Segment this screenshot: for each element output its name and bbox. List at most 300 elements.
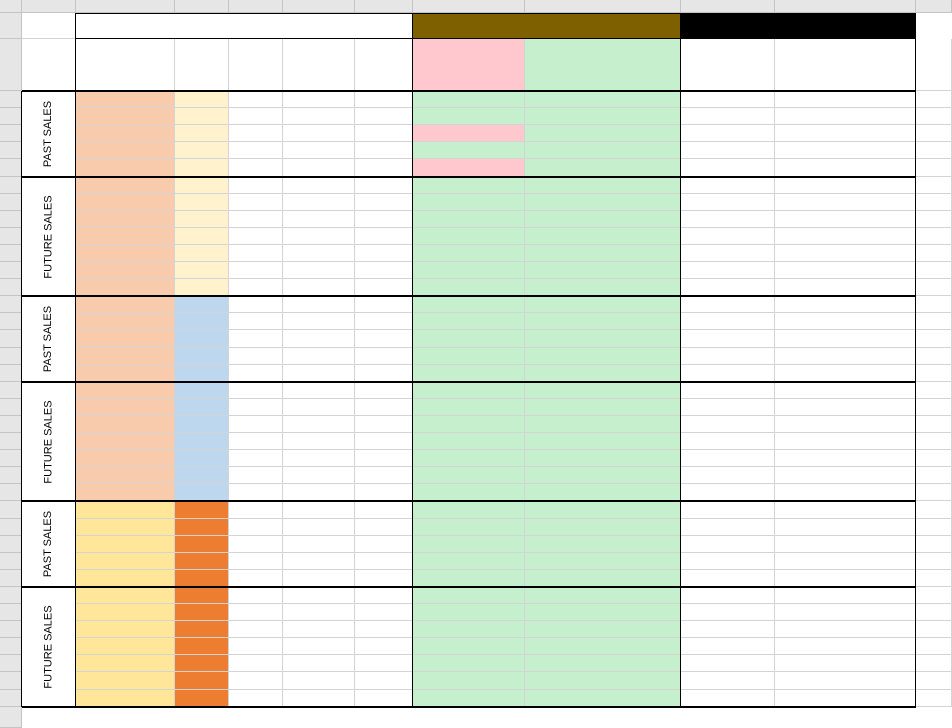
concat-cell[interactable]: [775, 365, 916, 382]
sumif-cell[interactable]: [681, 262, 775, 279]
header-customer-name[interactable]: [76, 39, 175, 91]
cell-K[interactable]: [916, 211, 952, 228]
concat-cell[interactable]: [775, 313, 916, 330]
sku-cell[interactable]: [175, 91, 229, 108]
exfactory-cell[interactable]: [283, 142, 355, 159]
exfactory-cell[interactable]: [283, 108, 355, 125]
forecast-actual-cell[interactable]: [413, 296, 525, 313]
row-header[interactable]: [0, 108, 22, 125]
concat-cell[interactable]: [775, 91, 916, 108]
sumif-cell[interactable]: [681, 142, 775, 159]
month-cell[interactable]: [229, 348, 283, 365]
cell-K[interactable]: [916, 296, 952, 313]
forecast-actual-cell[interactable]: [413, 142, 525, 159]
concat-cell[interactable]: [775, 638, 916, 655]
row-header[interactable]: [0, 484, 22, 501]
column-header-b[interactable]: [76, 0, 175, 13]
month-cell[interactable]: [229, 91, 283, 108]
forecast-cell[interactable]: [355, 245, 413, 262]
concat-cell[interactable]: [775, 382, 916, 399]
concat-cell[interactable]: [775, 279, 916, 296]
forecast-actual-cell[interactable]: [413, 570, 525, 587]
forecast-cell[interactable]: [355, 621, 413, 638]
section-label[interactable]: [22, 91, 76, 177]
forecast-actual-correct-cell[interactable]: [525, 382, 681, 399]
row-header[interactable]: [0, 433, 22, 450]
select-all-corner[interactable]: [0, 0, 22, 13]
exfactory-cell[interactable]: [283, 553, 355, 570]
header-forecast[interactable]: [355, 39, 413, 91]
concat-cell[interactable]: [775, 690, 916, 707]
forecast-cell[interactable]: [355, 177, 413, 194]
sku-cell[interactable]: [175, 330, 229, 348]
sumif-cell[interactable]: [681, 91, 775, 108]
forecast-actual-correct-cell[interactable]: [525, 484, 681, 501]
cell-K[interactable]: [916, 467, 952, 484]
concat-cell[interactable]: [775, 416, 916, 433]
concat-cell[interactable]: [775, 501, 916, 519]
cell-K[interactable]: [916, 638, 952, 655]
customer-cell[interactable]: [76, 279, 175, 296]
forecast-actual-cell[interactable]: [413, 501, 525, 519]
column-header-i[interactable]: [681, 0, 775, 13]
sumif-cell[interactable]: [681, 604, 775, 621]
month-cell[interactable]: [229, 330, 283, 348]
forecast-actual-cell[interactable]: [413, 330, 525, 348]
forecast-actual-correct-cell[interactable]: [525, 621, 681, 638]
column-header-g[interactable]: [413, 0, 525, 13]
sumif-cell[interactable]: [681, 655, 775, 672]
concat-cell[interactable]: [775, 330, 916, 348]
exfactory-cell[interactable]: [283, 604, 355, 621]
exfactory-cell[interactable]: [283, 501, 355, 519]
exfactory-cell[interactable]: [283, 228, 355, 245]
forecast-cell[interactable]: [355, 313, 413, 330]
customer-cell[interactable]: [76, 621, 175, 638]
forecast-actual-correct-cell[interactable]: [525, 125, 681, 142]
row-header[interactable]: [0, 553, 22, 570]
cell-K[interactable]: [916, 228, 952, 245]
cell-K[interactable]: [916, 433, 952, 450]
forecast-actual-correct-cell[interactable]: [525, 91, 681, 108]
month-cell[interactable]: [229, 313, 283, 330]
forecast-cell[interactable]: [355, 690, 413, 707]
forecast-actual-correct-cell[interactable]: [525, 467, 681, 484]
model-data-title[interactable]: [76, 13, 413, 39]
row-header[interactable]: [0, 13, 22, 39]
forecast-actual-cell[interactable]: [413, 177, 525, 194]
sumif-cell[interactable]: [681, 382, 775, 399]
exfactory-cell[interactable]: [283, 91, 355, 108]
forecast-actual-correct-cell[interactable]: [525, 587, 681, 604]
sku-cell[interactable]: [175, 587, 229, 604]
forecast-cell[interactable]: [355, 382, 413, 399]
forecast-actual-cell[interactable]: [413, 279, 525, 296]
exfactory-cell[interactable]: [283, 365, 355, 382]
month-cell[interactable]: [229, 536, 283, 553]
exfactory-cell[interactable]: [283, 587, 355, 604]
cell-K[interactable]: [916, 108, 952, 125]
concat-cell[interactable]: [775, 570, 916, 587]
sumif-cell[interactable]: [681, 587, 775, 604]
sku-cell[interactable]: [175, 279, 229, 296]
sku-cell[interactable]: [175, 553, 229, 570]
exfactory-cell[interactable]: [283, 570, 355, 587]
customer-cell[interactable]: [76, 330, 175, 348]
customer-cell[interactable]: [76, 348, 175, 365]
month-cell[interactable]: [229, 245, 283, 262]
sku-cell[interactable]: [175, 348, 229, 365]
customer-cell[interactable]: [76, 91, 175, 108]
sku-cell[interactable]: [175, 142, 229, 159]
forecast-actual-cell[interactable]: [413, 365, 525, 382]
month-cell[interactable]: [229, 604, 283, 621]
customer-cell[interactable]: [76, 433, 175, 450]
sku-cell[interactable]: [175, 501, 229, 519]
row-header[interactable]: [0, 39, 22, 91]
customer-cell[interactable]: [76, 142, 175, 159]
customer-cell[interactable]: [76, 416, 175, 433]
forecast-actual-cell[interactable]: [413, 638, 525, 655]
month-cell[interactable]: [229, 296, 283, 313]
sumif-cell[interactable]: [681, 416, 775, 433]
concat-cell[interactable]: [775, 587, 916, 604]
customer-cell[interactable]: [76, 604, 175, 621]
concat-cell[interactable]: [775, 296, 916, 313]
forecast-cell[interactable]: [355, 570, 413, 587]
column-header-j[interactable]: [775, 0, 916, 13]
exfactory-cell[interactable]: [283, 672, 355, 690]
concat-cell[interactable]: [775, 467, 916, 484]
cell-A1[interactable]: [22, 13, 76, 39]
row-header[interactable]: [0, 450, 22, 467]
cell-K[interactable]: [916, 159, 952, 177]
header-forecast-actual-correct[interactable]: [525, 39, 681, 91]
concat-cell[interactable]: [775, 536, 916, 553]
concat-cell[interactable]: [775, 142, 916, 159]
sku-cell[interactable]: [175, 262, 229, 279]
exfactory-cell[interactable]: [283, 399, 355, 416]
exfactory-cell[interactable]: [283, 313, 355, 330]
sumif-cell[interactable]: [681, 450, 775, 467]
month-cell[interactable]: [229, 365, 283, 382]
month-cell[interactable]: [229, 416, 283, 433]
cell-K[interactable]: [916, 690, 952, 707]
cell-K[interactable]: [916, 313, 952, 330]
concat-cell[interactable]: [775, 655, 916, 672]
customer-cell[interactable]: [76, 262, 175, 279]
forecast-actual-cell[interactable]: [413, 433, 525, 450]
forecast-cell[interactable]: [355, 536, 413, 553]
header-sku[interactable]: [175, 39, 229, 91]
row-header[interactable]: [0, 159, 22, 177]
exfactory-cell[interactable]: [283, 279, 355, 296]
month-cell[interactable]: [229, 142, 283, 159]
forecast-actual-correct-cell[interactable]: [525, 399, 681, 416]
sumif-cell[interactable]: [681, 467, 775, 484]
logic-title[interactable]: [681, 13, 916, 39]
month-cell[interactable]: [229, 433, 283, 450]
forecast-actual-cell[interactable]: [413, 536, 525, 553]
month-cell[interactable]: [229, 108, 283, 125]
exfactory-cell[interactable]: [283, 690, 355, 707]
concat-cell[interactable]: [775, 125, 916, 142]
row-header[interactable]: [0, 672, 22, 690]
row-header[interactable]: [0, 125, 22, 142]
customer-cell[interactable]: [76, 296, 175, 313]
concat-cell[interactable]: [775, 159, 916, 177]
sumif-cell[interactable]: [681, 365, 775, 382]
month-cell[interactable]: [229, 484, 283, 501]
forecast-cell[interactable]: [355, 91, 413, 108]
row-header[interactable]: [0, 194, 22, 211]
exfactory-cell[interactable]: [283, 211, 355, 228]
row-header[interactable]: [0, 536, 22, 553]
cell-K[interactable]: [916, 382, 952, 399]
section-label[interactable]: [22, 382, 76, 501]
sku-cell[interactable]: [175, 245, 229, 262]
cell-K[interactable]: [916, 194, 952, 211]
sumif-cell[interactable]: [681, 690, 775, 707]
sumif-cell[interactable]: [681, 501, 775, 519]
month-cell[interactable]: [229, 587, 283, 604]
cell-K[interactable]: [916, 570, 952, 587]
customer-cell[interactable]: [76, 536, 175, 553]
forecast-actual-cell[interactable]: [413, 690, 525, 707]
forecast-actual-cell[interactable]: [413, 194, 525, 211]
cell-K[interactable]: [916, 672, 952, 690]
row-header[interactable]: [0, 604, 22, 621]
forecast-cell[interactable]: [355, 604, 413, 621]
column-header-d[interactable]: [229, 0, 283, 13]
row-header[interactable]: [0, 262, 22, 279]
exfactory-cell[interactable]: [283, 296, 355, 313]
forecast-actual-cell[interactable]: [413, 262, 525, 279]
cell-K[interactable]: [916, 484, 952, 501]
customer-cell[interactable]: [76, 587, 175, 604]
concat-cell[interactable]: [775, 604, 916, 621]
forecast-actual-correct-cell[interactable]: [525, 279, 681, 296]
forecast-actual-cell[interactable]: [413, 108, 525, 125]
forecast-cell[interactable]: [355, 125, 413, 142]
concat-cell[interactable]: [775, 194, 916, 211]
sumif-cell[interactable]: [681, 638, 775, 655]
cell-K[interactable]: [916, 262, 952, 279]
row-header[interactable]: [0, 655, 22, 672]
forecast-actual-correct-cell[interactable]: [525, 570, 681, 587]
concat-cell[interactable]: [775, 108, 916, 125]
concat-cell[interactable]: [775, 228, 916, 245]
exfactory-cell[interactable]: [283, 177, 355, 194]
sumif-cell[interactable]: [681, 211, 775, 228]
row-header[interactable]: [0, 621, 22, 638]
cell-K[interactable]: [916, 91, 952, 108]
customer-cell[interactable]: [76, 570, 175, 587]
forecast-actual-correct-cell[interactable]: [525, 211, 681, 228]
month-cell[interactable]: [229, 262, 283, 279]
exfactory-cell[interactable]: [283, 262, 355, 279]
forecast-actual-correct-cell[interactable]: [525, 159, 681, 177]
row-header[interactable]: [0, 211, 22, 228]
concat-cell[interactable]: [775, 245, 916, 262]
forecast-cell[interactable]: [355, 365, 413, 382]
row-header[interactable]: [0, 91, 22, 108]
row-header[interactable]: [0, 519, 22, 536]
row-header[interactable]: [0, 142, 22, 159]
forecast-actual-correct-cell[interactable]: [525, 177, 681, 194]
sumif-cell[interactable]: [681, 330, 775, 348]
concat-cell[interactable]: [775, 672, 916, 690]
row-header[interactable]: [0, 177, 22, 194]
exfactory-cell[interactable]: [283, 125, 355, 142]
header-concat[interactable]: [775, 39, 916, 91]
forecast-cell[interactable]: [355, 330, 413, 348]
forecast-cell[interactable]: [355, 399, 413, 416]
row-header[interactable]: [0, 399, 22, 416]
customer-cell[interactable]: [76, 245, 175, 262]
exfactory-cell[interactable]: [283, 348, 355, 365]
cell-K[interactable]: [916, 125, 952, 142]
month-cell[interactable]: [229, 501, 283, 519]
concat-cell[interactable]: [775, 262, 916, 279]
row-header[interactable]: [0, 348, 22, 365]
forecast-cell[interactable]: [355, 433, 413, 450]
sku-cell[interactable]: [175, 194, 229, 211]
forecast-actual-correct-cell[interactable]: [525, 655, 681, 672]
sku-cell[interactable]: [175, 604, 229, 621]
cell-K[interactable]: [916, 399, 952, 416]
concat-cell[interactable]: [775, 433, 916, 450]
forecast-cell[interactable]: [355, 450, 413, 467]
sumif-cell[interactable]: [681, 621, 775, 638]
cell-K[interactable]: [916, 587, 952, 604]
forecast-actual-correct-cell[interactable]: [525, 638, 681, 655]
sumif-cell[interactable]: [681, 553, 775, 570]
forecast-actual-correct-cell[interactable]: [525, 245, 681, 262]
forecast-actual-correct-cell[interactable]: [525, 433, 681, 450]
row-header[interactable]: [0, 382, 22, 399]
cell-K2[interactable]: [916, 39, 952, 91]
row-header[interactable]: [0, 228, 22, 245]
cell-K[interactable]: [916, 365, 952, 382]
forecast-cell[interactable]: [355, 501, 413, 519]
forecast-actual-cell[interactable]: [413, 399, 525, 416]
month-cell[interactable]: [229, 279, 283, 296]
forecast-actual-cell[interactable]: [413, 484, 525, 501]
sumif-cell[interactable]: [681, 228, 775, 245]
sku-cell[interactable]: [175, 159, 229, 177]
sumif-cell[interactable]: [681, 108, 775, 125]
row-header[interactable]: [0, 690, 22, 707]
month-cell[interactable]: [229, 159, 283, 177]
forecast-actual-cell[interactable]: [413, 672, 525, 690]
row-header[interactable]: [0, 501, 22, 519]
forecast-actual-cell[interactable]: [413, 245, 525, 262]
row-header[interactable]: [0, 279, 22, 296]
forecast-cell[interactable]: [355, 638, 413, 655]
forecast-actual-correct-cell[interactable]: [525, 553, 681, 570]
row-header[interactable]: [0, 313, 22, 330]
forecast-actual-correct-cell[interactable]: [525, 228, 681, 245]
sumif-cell[interactable]: [681, 399, 775, 416]
sku-cell[interactable]: [175, 467, 229, 484]
sumif-cell[interactable]: [681, 177, 775, 194]
header-sumif[interactable]: [681, 39, 775, 91]
header-month[interactable]: [229, 39, 283, 91]
customer-cell[interactable]: [76, 194, 175, 211]
cell-K[interactable]: [916, 348, 952, 365]
sku-cell[interactable]: [175, 108, 229, 125]
sku-cell[interactable]: [175, 365, 229, 382]
customer-cell[interactable]: [76, 690, 175, 707]
cell-K[interactable]: [916, 416, 952, 433]
sku-cell[interactable]: [175, 484, 229, 501]
forecast-actual-correct-cell[interactable]: [525, 108, 681, 125]
concat-cell[interactable]: [775, 484, 916, 501]
cell-K[interactable]: [916, 604, 952, 621]
forecast-actual-correct-cell[interactable]: [525, 604, 681, 621]
column-header-e[interactable]: [283, 0, 355, 13]
sumif-cell[interactable]: [681, 484, 775, 501]
customer-cell[interactable]: [76, 125, 175, 142]
customer-cell[interactable]: [76, 501, 175, 519]
forecast-cell[interactable]: [355, 519, 413, 536]
forecast-cell[interactable]: [355, 587, 413, 604]
month-cell[interactable]: [229, 211, 283, 228]
forecast-actual-cell[interactable]: [413, 604, 525, 621]
sku-cell[interactable]: [175, 416, 229, 433]
column-header-a[interactable]: [22, 0, 76, 13]
month-cell[interactable]: [229, 621, 283, 638]
forecast-actual-correct-cell[interactable]: [525, 690, 681, 707]
month-cell[interactable]: [229, 638, 283, 655]
month-cell[interactable]: [229, 672, 283, 690]
forecast-actual-correct-cell[interactable]: [525, 365, 681, 382]
concat-cell[interactable]: [775, 399, 916, 416]
cell-K[interactable]: [916, 519, 952, 536]
customer-cell[interactable]: [76, 159, 175, 177]
row-header[interactable]: [0, 570, 22, 587]
sku-cell[interactable]: [175, 672, 229, 690]
month-cell[interactable]: [229, 450, 283, 467]
section-label[interactable]: [22, 296, 76, 382]
forecast-cell[interactable]: [355, 159, 413, 177]
customer-cell[interactable]: [76, 313, 175, 330]
exfactory-cell[interactable]: [283, 655, 355, 672]
sku-cell[interactable]: [175, 519, 229, 536]
exfactory-cell[interactable]: [283, 194, 355, 211]
forecast-cell[interactable]: [355, 467, 413, 484]
month-cell[interactable]: [229, 570, 283, 587]
row-header[interactable]: [0, 245, 22, 262]
exfactory-cell[interactable]: [283, 467, 355, 484]
cell-K[interactable]: [916, 177, 952, 194]
customer-cell[interactable]: [76, 672, 175, 690]
row-header[interactable]: [0, 296, 22, 313]
cell-K[interactable]: [916, 142, 952, 159]
customer-cell[interactable]: [76, 467, 175, 484]
customer-cell[interactable]: [76, 382, 175, 399]
sku-cell[interactable]: [175, 125, 229, 142]
sumif-cell[interactable]: [681, 536, 775, 553]
forecast-actual-correct-cell[interactable]: [525, 536, 681, 553]
exfactory-cell[interactable]: [283, 416, 355, 433]
sumif-cell[interactable]: [681, 159, 775, 177]
forecast-cell[interactable]: [355, 484, 413, 501]
concat-cell[interactable]: [775, 519, 916, 536]
forecast-actual-correct-cell[interactable]: [525, 501, 681, 519]
month-cell[interactable]: [229, 690, 283, 707]
